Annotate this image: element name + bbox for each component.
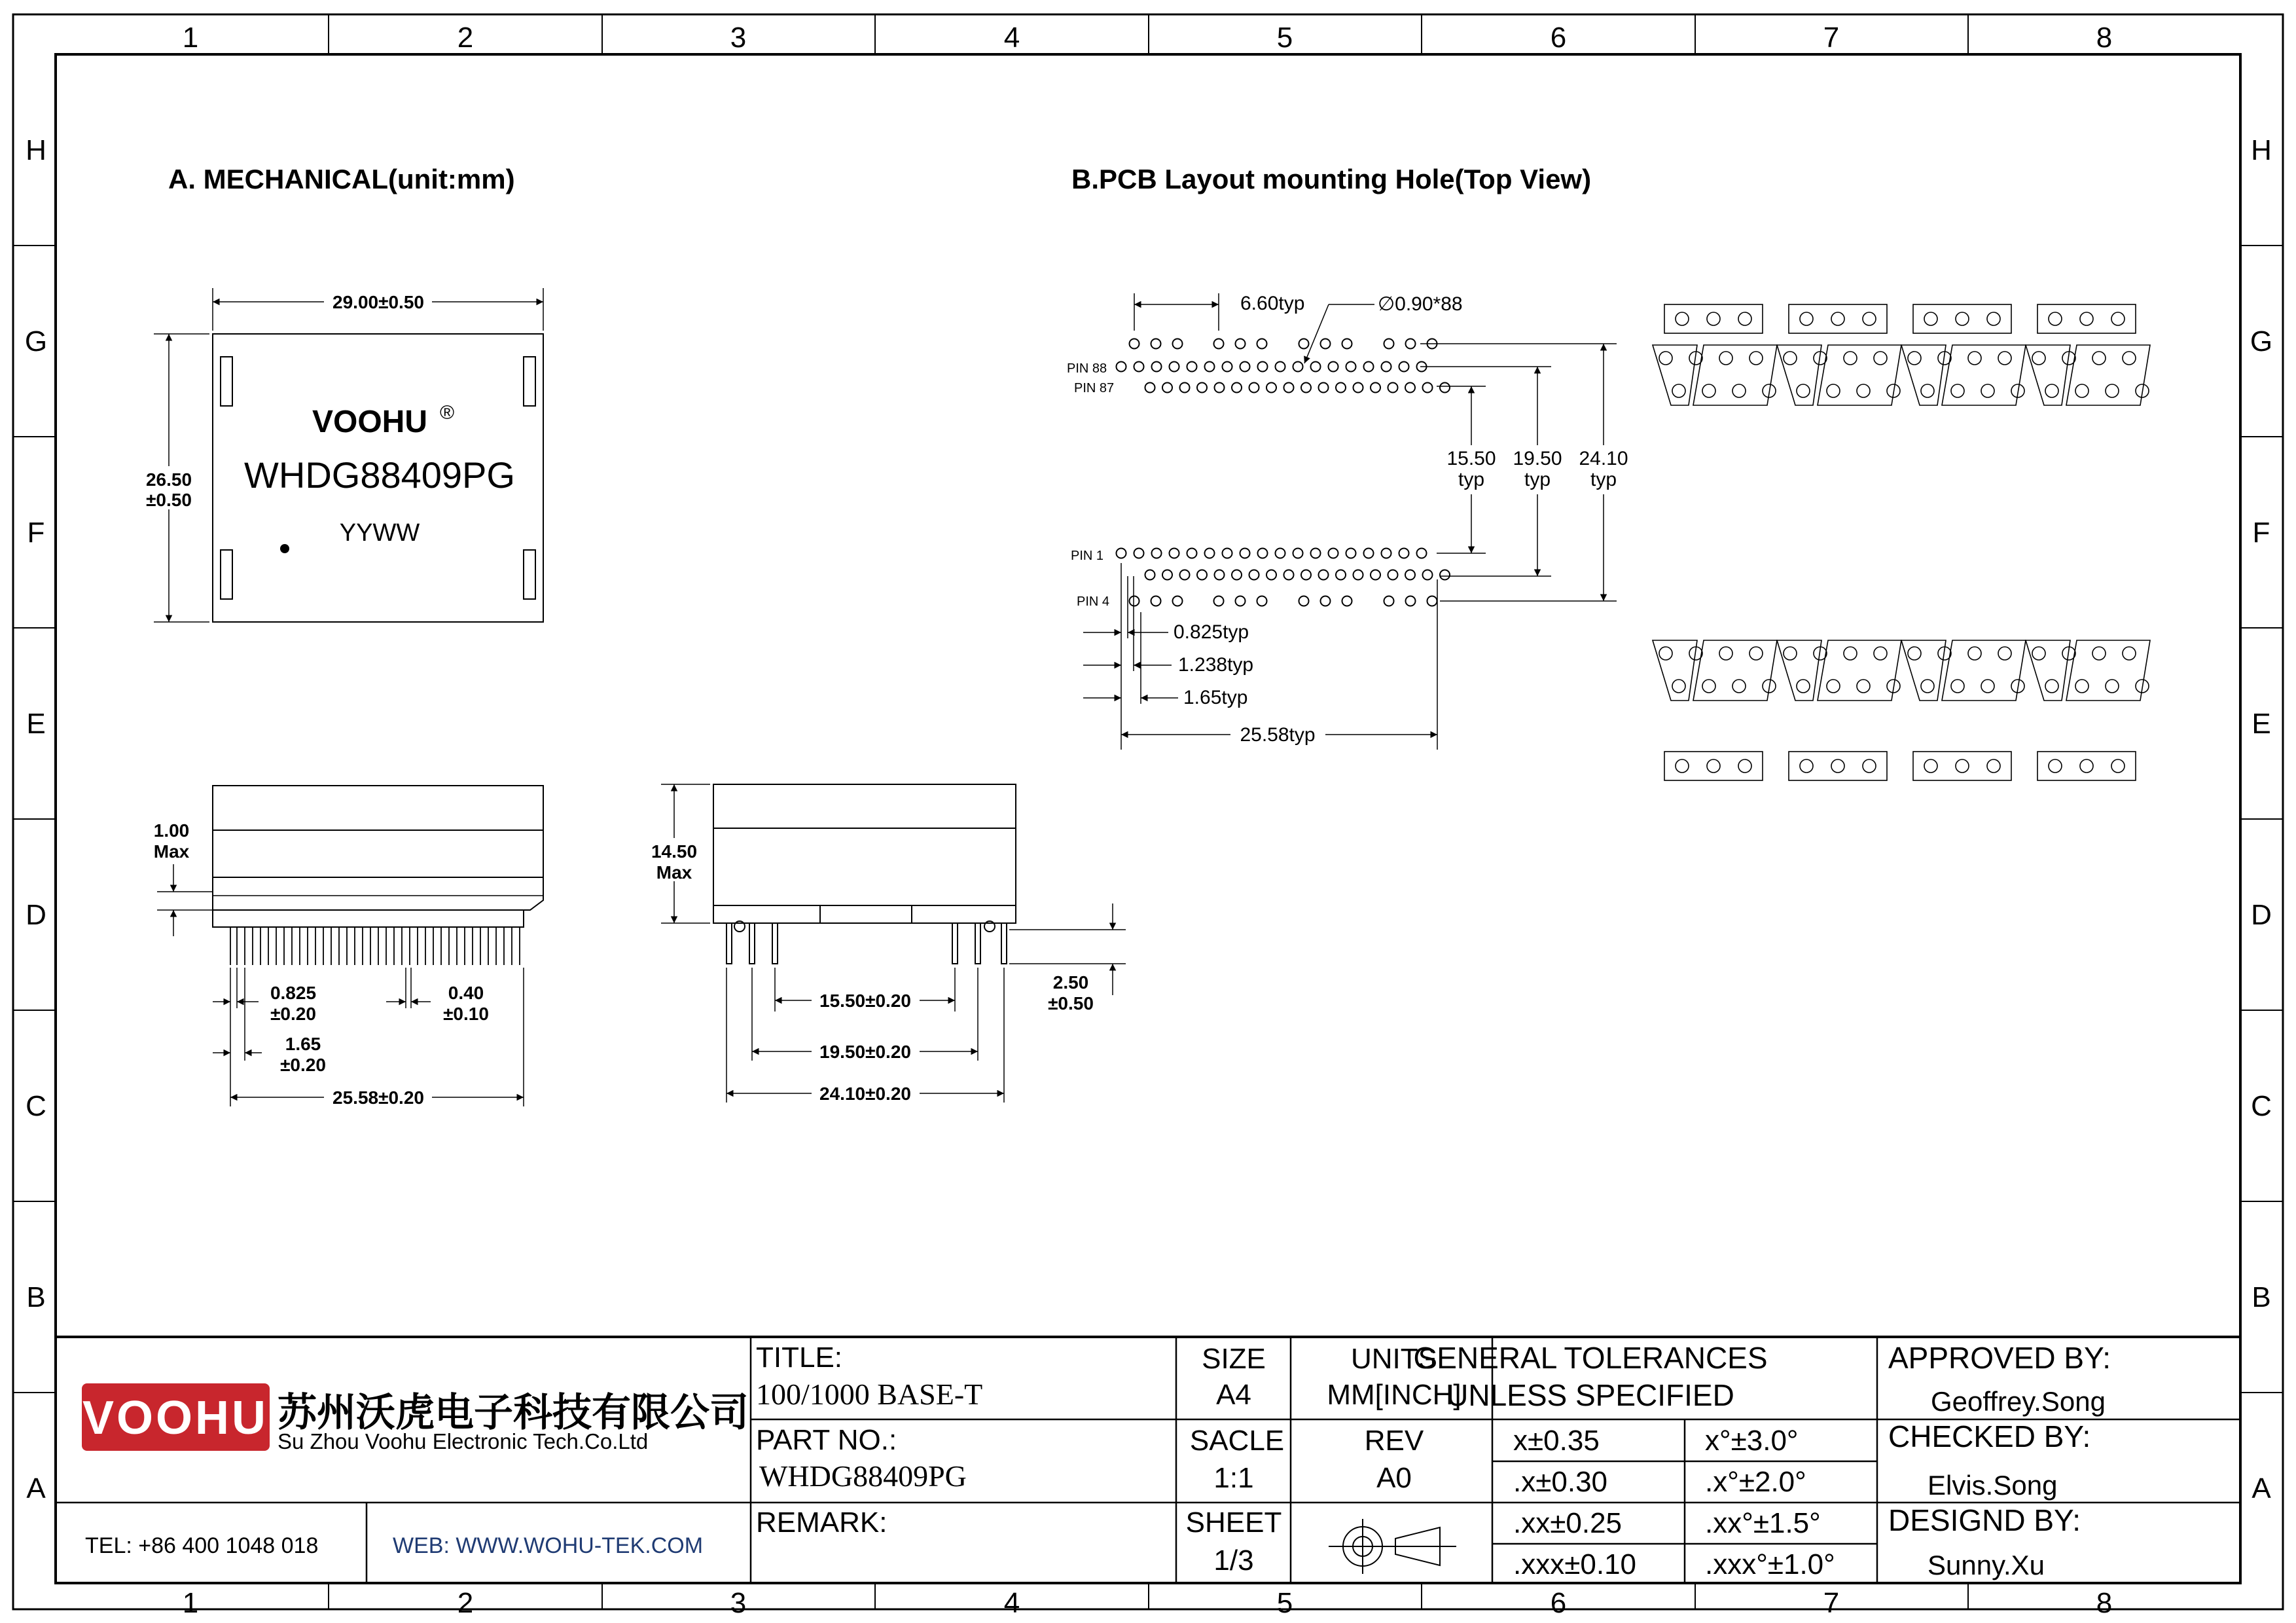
- pin-circle: [2045, 680, 2058, 693]
- pin-circle: [1921, 384, 1934, 397]
- pcb-hole: [1240, 549, 1250, 558]
- side-view-left: [154, 786, 543, 1108]
- pcb-hole: [1311, 362, 1321, 372]
- choke-coil: [2049, 759, 2062, 773]
- choke-coil: [1707, 312, 1720, 325]
- pcb-hole: [1145, 570, 1155, 580]
- pcb-hole: [1170, 549, 1179, 558]
- pcb-hole: [1406, 339, 1416, 349]
- pin-circle: [1968, 352, 1981, 365]
- pcb-hole: [1384, 596, 1394, 606]
- choke-coil: [1831, 312, 1844, 325]
- pin-circle: [1908, 647, 1921, 660]
- standoff-max: Max: [153, 841, 190, 862]
- tol-linear-3: .xxx±0.10: [1513, 1548, 1637, 1580]
- pcb-dim-a-typ: typ: [1458, 469, 1485, 490]
- col-bottom-6: 6: [1550, 1587, 1567, 1619]
- title-block: [56, 1337, 2240, 1583]
- title-label: TITLE:: [756, 1341, 843, 1374]
- pin-circle: [1951, 680, 1964, 693]
- title-value: 100/1000 BASE-T: [756, 1377, 983, 1411]
- pin-circle: [1749, 647, 1763, 660]
- pin-width-tol: ±0.10: [443, 1004, 489, 1024]
- company-logo-text: VOOHU: [82, 1392, 269, 1444]
- col-bottom-3: 3: [730, 1587, 747, 1619]
- choke-coil: [1924, 312, 1937, 325]
- pcb-hole: [1311, 549, 1321, 558]
- pcb-hole: [1364, 549, 1374, 558]
- choke-coil: [1987, 312, 2000, 325]
- pcb-hole: [1384, 339, 1394, 349]
- company-name-en: Su Zhou Voohu Electronic Tech.Co.Ltd: [278, 1429, 649, 1453]
- pin-circle: [1857, 384, 1870, 397]
- choke-coil: [1676, 759, 1689, 773]
- pcb-hole: [1342, 596, 1352, 606]
- sheet-label: SHEET: [1185, 1506, 1282, 1539]
- pcb-hole: [1151, 339, 1161, 349]
- pin-circle: [1797, 384, 1810, 397]
- design-value: Sunny.Xu: [1928, 1550, 2045, 1580]
- pcb-hole: [1117, 362, 1126, 372]
- row-right-F: F: [2252, 517, 2270, 549]
- choke-coil: [1924, 759, 1937, 773]
- col-bottom-8: 8: [2096, 1587, 2113, 1619]
- tol-angular-3: .xxx°±1.0°: [1705, 1548, 1835, 1580]
- left-length-dim: 25.58±0.20: [332, 1087, 424, 1108]
- scale-value: 1:1: [1213, 1462, 1254, 1494]
- pin-circle: [1719, 352, 1732, 365]
- top-view: [139, 288, 543, 622]
- pcb-hole: [1354, 570, 1363, 580]
- col-bottom-4: 4: [1003, 1587, 1020, 1619]
- choke-coil: [1863, 312, 1876, 325]
- pcb-hole: [1240, 362, 1250, 372]
- pin88-label: PIN 88: [1067, 361, 1107, 376]
- pcb-hole: [1258, 362, 1268, 372]
- pin-circle: [1981, 384, 1994, 397]
- tolerance-label-2: UNLESS SPECIFIED: [1446, 1378, 1734, 1412]
- pcb-hole: [1214, 596, 1224, 606]
- choke-coil: [1800, 312, 1813, 325]
- pcb-hole: [1215, 570, 1225, 580]
- schematic-symbols: [1653, 304, 2150, 780]
- pin-circle: [1732, 680, 1746, 693]
- pcb-hole: [1299, 596, 1309, 606]
- choke-box: [1789, 752, 1887, 780]
- pcb-length: 25.58typ: [1240, 724, 1316, 746]
- pcb-hole: [1266, 383, 1276, 393]
- pcb-hole: [1346, 549, 1356, 558]
- pin-length-tol: ±0.50: [1048, 993, 1094, 1013]
- pcb-hole: [1293, 549, 1303, 558]
- choke-box: [2037, 752, 2136, 780]
- pcb-hole: [1284, 570, 1294, 580]
- pcb-hole: [1162, 570, 1172, 580]
- pcb-hole: [1266, 570, 1276, 580]
- pcb-hole: [1399, 549, 1409, 558]
- size-label: SIZE: [1202, 1343, 1266, 1375]
- projection-symbol: [1329, 1519, 1456, 1574]
- pin-circle: [1844, 647, 1857, 660]
- pin-circle: [1951, 384, 1964, 397]
- pcb-hole: [1336, 570, 1346, 580]
- choke-coil: [2111, 759, 2125, 773]
- pcb-hole: [1223, 549, 1232, 558]
- pcb-hole: [1205, 362, 1215, 372]
- pcb-hole: [1371, 383, 1380, 393]
- choke-box: [2037, 304, 2136, 333]
- units-label: UNITS: [1351, 1343, 1437, 1375]
- pin-circle: [1908, 352, 1921, 365]
- row-left-A: A: [26, 1472, 46, 1504]
- pin-circle: [2032, 647, 2045, 660]
- pcb-hole: [1197, 383, 1207, 393]
- choke-coil: [1831, 759, 1844, 773]
- pcb-hole: [1388, 570, 1398, 580]
- choke-coil: [1676, 312, 1689, 325]
- row-spacing-3: 24.10±0.20: [819, 1084, 911, 1104]
- pcb-hole: [1284, 383, 1294, 393]
- choke-box: [1913, 752, 2011, 780]
- pcb-hole: [1321, 339, 1331, 349]
- pin-circle: [1749, 352, 1763, 365]
- pcb-hole: [1180, 383, 1190, 393]
- top-view-datecode: YYWW: [339, 519, 420, 547]
- choke-coil: [1863, 759, 1876, 773]
- pcb-hole: [1336, 383, 1346, 393]
- right-height-dim: 14.50: [651, 841, 698, 862]
- choke-coil: [1956, 312, 1969, 325]
- pin-circle: [1998, 352, 2011, 365]
- pin-circle: [2075, 384, 2089, 397]
- pcb-hole: [1232, 570, 1242, 580]
- pcb-hole: [1162, 383, 1172, 393]
- pin-circle: [1702, 384, 1715, 397]
- pcb-hole: [1405, 383, 1415, 393]
- pcb-hole: [1301, 570, 1311, 580]
- pin1-marker-dot: [280, 544, 289, 553]
- row-right-C: C: [2251, 1090, 2272, 1122]
- choke-coil: [1800, 759, 1813, 773]
- choke-coil: [2080, 759, 2093, 773]
- col-top-5: 5: [1276, 22, 1293, 54]
- pcb-hole: [1214, 339, 1224, 349]
- pcb-layout: [1067, 293, 1628, 750]
- pitch2-tol: ±0.20: [280, 1055, 326, 1075]
- tol-angular-1: .x°±2.0°: [1705, 1466, 1806, 1498]
- pcb-hole: [1236, 596, 1246, 606]
- top-view-brand: VOOHU: [312, 405, 428, 439]
- right-height-max: Max: [656, 862, 692, 883]
- pin-circle: [2106, 384, 2119, 397]
- pcb-hole: [1205, 549, 1215, 558]
- choke-coil: [1707, 759, 1720, 773]
- approved-label: APPROVED BY:: [1888, 1341, 2111, 1375]
- row-right-G: G: [2250, 325, 2273, 357]
- pcb-hole: [1236, 339, 1246, 349]
- pin-circle: [1998, 647, 2011, 660]
- pin-circle: [2075, 680, 2089, 693]
- pcb-dim-a: 15.50: [1446, 448, 1496, 469]
- row-right-E: E: [2251, 708, 2271, 740]
- pin-circle: [2123, 352, 2136, 365]
- pcb-hole: [1152, 549, 1162, 558]
- pin-circle: [1827, 384, 1840, 397]
- tol-linear-0: x±0.35: [1513, 1425, 1600, 1457]
- pcb-hole: [1299, 339, 1309, 349]
- scale-label: SACLE: [1189, 1425, 1285, 1457]
- pcb-hole: [1215, 383, 1225, 393]
- pcb-hole: [1173, 339, 1183, 349]
- choke-box: [1789, 304, 1887, 333]
- pin-circle: [1702, 680, 1715, 693]
- pcb-hole: [1187, 549, 1197, 558]
- row-left-H: H: [26, 134, 46, 166]
- pcb-hole: [1173, 596, 1183, 606]
- pcb-hole: [1321, 596, 1331, 606]
- pcb-hole: [1440, 383, 1450, 393]
- pcb-pitch-1: 0.825typ: [1174, 621, 1249, 643]
- pin-circle: [2045, 384, 2058, 397]
- row-left-G: G: [24, 325, 48, 357]
- checked-value: Elvis.Song: [1928, 1470, 2058, 1501]
- choke-box: [1664, 752, 1763, 780]
- col-bottom-5: 5: [1276, 1587, 1293, 1619]
- pcb-hole: [1405, 570, 1415, 580]
- pin-circle: [1659, 352, 1672, 365]
- pcb-hole: [1417, 549, 1427, 558]
- pcb-pitch-top: 6.60typ: [1240, 293, 1305, 314]
- top-view-part: WHDG88409PG: [244, 454, 515, 496]
- pcb-hole: [1257, 596, 1267, 606]
- pcb-hole: [1276, 549, 1285, 558]
- pcb-hole: [1301, 383, 1311, 393]
- tol-angular-0: x°±3.0°: [1705, 1425, 1799, 1457]
- col-bottom-7: 7: [1823, 1587, 1840, 1619]
- pcb-hole: [1293, 362, 1303, 372]
- pcb-pitch-2: 1.238typ: [1178, 654, 1254, 676]
- pcb-hole-grid: [1117, 339, 1450, 606]
- row-right-D: D: [2251, 899, 2272, 931]
- pcb-hole: [1388, 383, 1398, 393]
- pcb-hole: [1249, 383, 1259, 393]
- remark-label: REMARK:: [756, 1506, 888, 1539]
- mechanical-title: A. MECHANICAL(unit:mm): [168, 164, 515, 194]
- row-right-B: B: [2251, 1281, 2271, 1313]
- col-bottom-1: 1: [182, 1587, 199, 1619]
- pin-circle: [1981, 680, 1994, 693]
- pcb-pitch-3: 1.65typ: [1183, 687, 1248, 708]
- row-right-H: H: [2251, 134, 2272, 166]
- choke-coil: [1956, 759, 1969, 773]
- pcb-hole: [1257, 339, 1267, 349]
- pcb-hole: [1130, 339, 1139, 349]
- pin-circle: [2092, 352, 2106, 365]
- pitch1-tol: ±0.20: [270, 1004, 316, 1024]
- pin-circle: [1844, 352, 1857, 365]
- tel-text: TEL: +86 400 1048 018: [85, 1533, 319, 1558]
- pin-length-dim: 2.50: [1052, 972, 1089, 993]
- pcb-layout-title: B.PCB Layout mounting Hole(Top View): [1071, 164, 1592, 194]
- pcb-dim-b-typ: typ: [1524, 469, 1551, 490]
- pin-circle: [1672, 680, 1685, 693]
- top-height-tol: ±0.50: [146, 490, 192, 510]
- pin-circle: [1857, 680, 1870, 693]
- pin-circle: [1968, 647, 1981, 660]
- pin-circle: [1659, 647, 1672, 660]
- pcb-hole: [1170, 362, 1179, 372]
- choke-box: [1913, 304, 2011, 333]
- pcb-hole: [1371, 570, 1380, 580]
- col-top-7: 7: [1823, 22, 1840, 54]
- row-right-A: A: [2251, 1472, 2271, 1504]
- registered-mark: ®: [440, 402, 455, 424]
- pin-circle: [1921, 680, 1934, 693]
- col-top-8: 8: [2096, 22, 2113, 54]
- pcb-hole: [1197, 570, 1207, 580]
- pcb-hole: [1382, 362, 1391, 372]
- pcb-hole: [1152, 362, 1162, 372]
- pcb-hole: [1134, 549, 1144, 558]
- pin87-label: PIN 87: [1074, 381, 1115, 395]
- tol-angular-2: .xx°±1.5°: [1705, 1507, 1821, 1539]
- pitch1-dim: 0.825: [270, 983, 317, 1003]
- choke-coil: [1738, 312, 1751, 325]
- tol-linear-1: .x±0.30: [1513, 1466, 1608, 1498]
- pcb-hole: [1354, 383, 1363, 393]
- row-left-D: D: [26, 899, 46, 931]
- pin-width-dim: 0.40: [448, 983, 484, 1003]
- col-top-3: 3: [730, 22, 747, 54]
- pin-circle: [2092, 647, 2106, 660]
- choke-coil: [1987, 759, 2000, 773]
- pin-circle: [1784, 352, 1797, 365]
- pcb-hole: [1232, 383, 1242, 393]
- side-view-right: [648, 784, 1126, 1104]
- pcb-dim-b: 19.50: [1513, 448, 1562, 469]
- rev-label: REV: [1364, 1425, 1424, 1457]
- col-top-1: 1: [182, 22, 199, 54]
- tolerance-label-1: GENERAL TOLERANCES: [1413, 1341, 1768, 1375]
- pin-circle: [1827, 680, 1840, 693]
- choke-coil: [1738, 759, 1751, 773]
- pcb-hole: [1346, 362, 1356, 372]
- col-top-2: 2: [457, 22, 474, 54]
- units-value: MM[INCH]: [1327, 1379, 1462, 1411]
- checked-label: CHECKED BY:: [1888, 1419, 2091, 1453]
- pcb-hole: [1134, 362, 1144, 372]
- pin-circle: [1874, 352, 1887, 365]
- top-height-dim: 26.50: [145, 469, 192, 490]
- pcb-hole: [1258, 549, 1268, 558]
- pcb-hole: [1427, 596, 1437, 606]
- pcb-hole: [1364, 362, 1374, 372]
- row-spacing-1: 15.50±0.20: [819, 991, 911, 1011]
- pcb-hole: [1319, 383, 1329, 393]
- row-left-F: F: [27, 517, 45, 549]
- part-label: PART NO.:: [756, 1424, 897, 1456]
- size-value: A4: [1216, 1379, 1251, 1411]
- pcb-hole: [1406, 596, 1416, 606]
- row-left-B: B: [26, 1281, 46, 1313]
- pitch2-dim: 1.65: [285, 1034, 321, 1054]
- pcb-hole: [1423, 383, 1433, 393]
- pcb-hole: [1249, 570, 1259, 580]
- choke-coil: [2080, 312, 2093, 325]
- choke-coil: [2049, 312, 2062, 325]
- row-left-C: C: [26, 1090, 46, 1122]
- pcb-hole: [1329, 362, 1338, 372]
- col-top-4: 4: [1003, 22, 1020, 54]
- pin4-label: PIN 4: [1077, 594, 1110, 609]
- pcb-hole: [1319, 570, 1329, 580]
- pcb-hole: [1440, 570, 1450, 580]
- choke-coil: [2111, 312, 2125, 325]
- pcb-hole: [1117, 549, 1126, 558]
- pin-circle: [2123, 647, 2136, 660]
- pin-circle: [1797, 680, 1810, 693]
- web-text: WEB: WWW.WOHU-TEK.COM: [393, 1533, 704, 1558]
- choke-box: [1664, 304, 1763, 333]
- row-left-E: E: [26, 708, 46, 740]
- rev-value: A0: [1376, 1462, 1412, 1494]
- top-width-dim: 29.00±0.50: [332, 292, 424, 312]
- pcb-hole: [1187, 362, 1197, 372]
- pin-circle: [1732, 384, 1746, 397]
- tol-linear-2: .xx±0.25: [1513, 1507, 1623, 1539]
- pcb-hole: [1276, 362, 1285, 372]
- pcb-dim-c: 24.10: [1579, 448, 1628, 469]
- pcb-hole: [1423, 570, 1433, 580]
- pin1-label: PIN 1: [1071, 549, 1104, 563]
- pcb-hole: [1145, 383, 1155, 393]
- pcb-hole: [1223, 362, 1232, 372]
- pin-circle: [1672, 384, 1685, 397]
- pcb-hole: [1151, 596, 1161, 606]
- pin-circle: [1784, 647, 1797, 660]
- standoff-dim: 1.00: [153, 820, 190, 841]
- pin-circle: [2032, 352, 2045, 365]
- row-spacing-2: 19.50±0.20: [819, 1042, 911, 1062]
- pin-circle: [1874, 647, 1887, 660]
- design-label: DESIGND BY:: [1888, 1503, 2081, 1537]
- pcb-hole: [1382, 549, 1391, 558]
- pcb-hole-dim: ∅0.90*88: [1378, 293, 1463, 315]
- pcb-hole: [1180, 570, 1190, 580]
- approved-value: Geoffrey.Song: [1931, 1386, 2106, 1417]
- col-bottom-2: 2: [457, 1587, 474, 1619]
- pcb-hole: [1130, 596, 1139, 606]
- pcb-hole: [1399, 362, 1409, 372]
- col-top-6: 6: [1550, 22, 1567, 54]
- part-value: WHDG88409PG: [759, 1459, 967, 1493]
- pin-circle: [1719, 647, 1732, 660]
- pcb-hole: [1342, 339, 1352, 349]
- company-name-cn: 苏州沃虎电子科技有限公司: [278, 1391, 749, 1434]
- sheet-value: 1/3: [1213, 1544, 1254, 1577]
- pcb-dim-c-typ: typ: [1590, 469, 1617, 490]
- pcb-hole: [1329, 549, 1338, 558]
- pin-circle: [2106, 680, 2119, 693]
